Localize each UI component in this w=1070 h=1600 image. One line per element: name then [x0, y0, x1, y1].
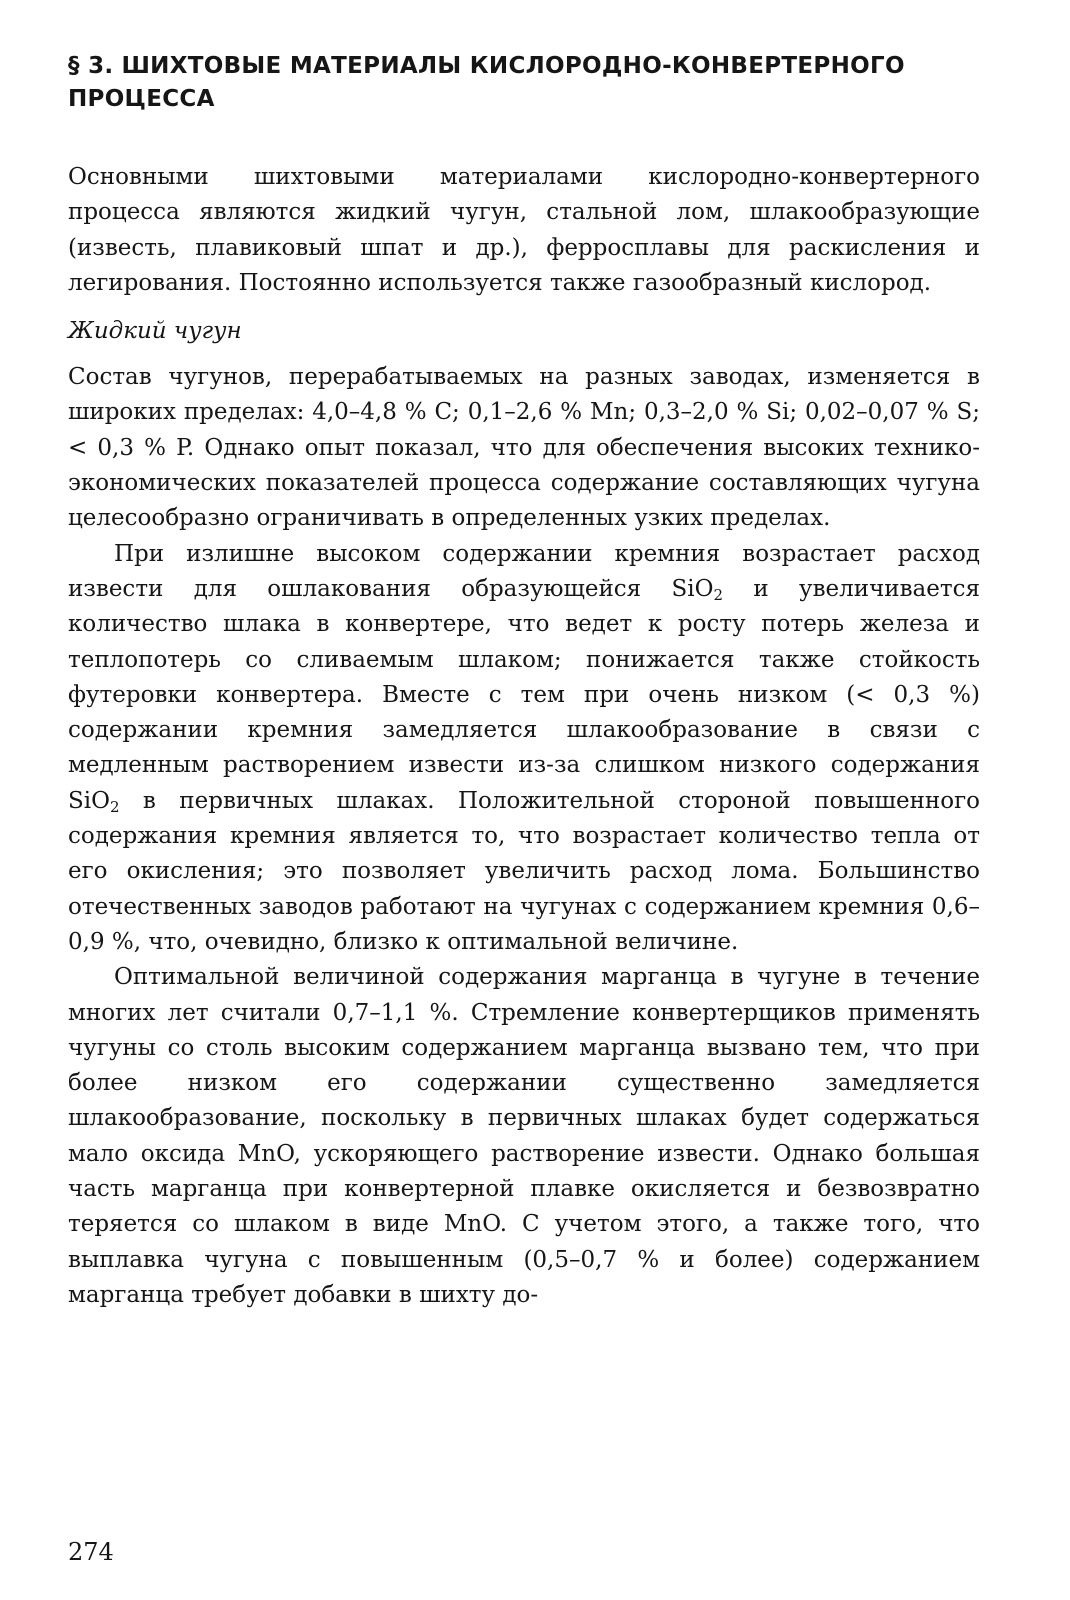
paragraph-composition: Состав чугунов, перерабатываемых на разных заводах, изменяется в широких пределах: 4,0–4,8 % C; 0,1–2,6 % Mn; 0,3–2,0 % Si; 0,02–0,07 % S; < 0,3 % P. Однако опыт показал, что для обеспечения высоких технико-экономических показателей процесса содержание составляющих чугуна целесообразно ограничивать в определенных узких пределах.	[68, 364, 980, 532]
paragraph-manganese: Оптимальной величиной содержания марганца в чугуне в течение многих лет считали 0,7–1,1 %. Стремление конвертерщиков применять чугуны со столь высоким содержанием марганца вызвано тем, что при более низком его содержании существенно замедляется шлакообразование, поскольку в первичных шлаках будет содержаться мало оксида MnO, ускоряющего растворение извести. Однако большая часть марганца при конвертерной плавке окисляется и безвозвратно теряется со шлаком в виде MnO. С учетом этого, а также того, что выплавка чугуна с повышенным (0,5–0,7 % и более) содержанием марганца требует добавки в шихту до-	[68, 964, 980, 1308]
paragraph-silicon	[68, 537, 980, 961]
section-number: § 3.	[68, 53, 114, 79]
page-content	[68, 50, 980, 1313]
subscript-2: 2	[109, 797, 120, 816]
intro-paragraph: Основными шихтовыми материалами кислородно-конвертерного процесса являются жидкий чугун, стальной лом, шлакообразующие (известь, плавиковый шпат и др.), ферросплавы для раскисления и легирования. Постоянно используется также газообразный кислород.	[68, 164, 980, 296]
section-heading	[68, 50, 980, 116]
page-number: 274	[68, 1538, 114, 1566]
subheading-liquid-iron: Жидкий чугун	[68, 318, 242, 345]
section-title: ШИХТОВЫЕ МАТЕРИАЛЫ КИСЛОРОДНО-КОНВЕРТЕРНОГО ПРОЦЕССА	[68, 53, 905, 112]
paragraph-silicon-part-3: в первичных шлаках. Положительной стороной повышенного содержания кремния является то, что возрастает количество тепла от его окисления; это позволяет увеличить расход лома. Большинство отечественных заводов работают на чугунах с содержанием кремния 0,6–0,9 %, что, очевидно, близко к оптимальной величине.	[68, 787, 980, 955]
paragraph-silicon-part-1: При излишне высоком содержании кремния возрастает расход извести для ошлакования образующейся SiO	[68, 540, 980, 602]
paragraph-silicon-part-2: и увеличивается количество шлака в конвертере, что ведет к росту потерь железа и теплопотерь со сливаемым шлаком; понижается также стойкость футеровки конвертера. Вместе с тем при очень низком (< 0,3 %) содержании кремния замедляется шлакообразование в связи с медленным растворением извести из-за слишком низкого содержания SiO	[68, 575, 980, 814]
subscript-2: 2	[713, 585, 724, 604]
